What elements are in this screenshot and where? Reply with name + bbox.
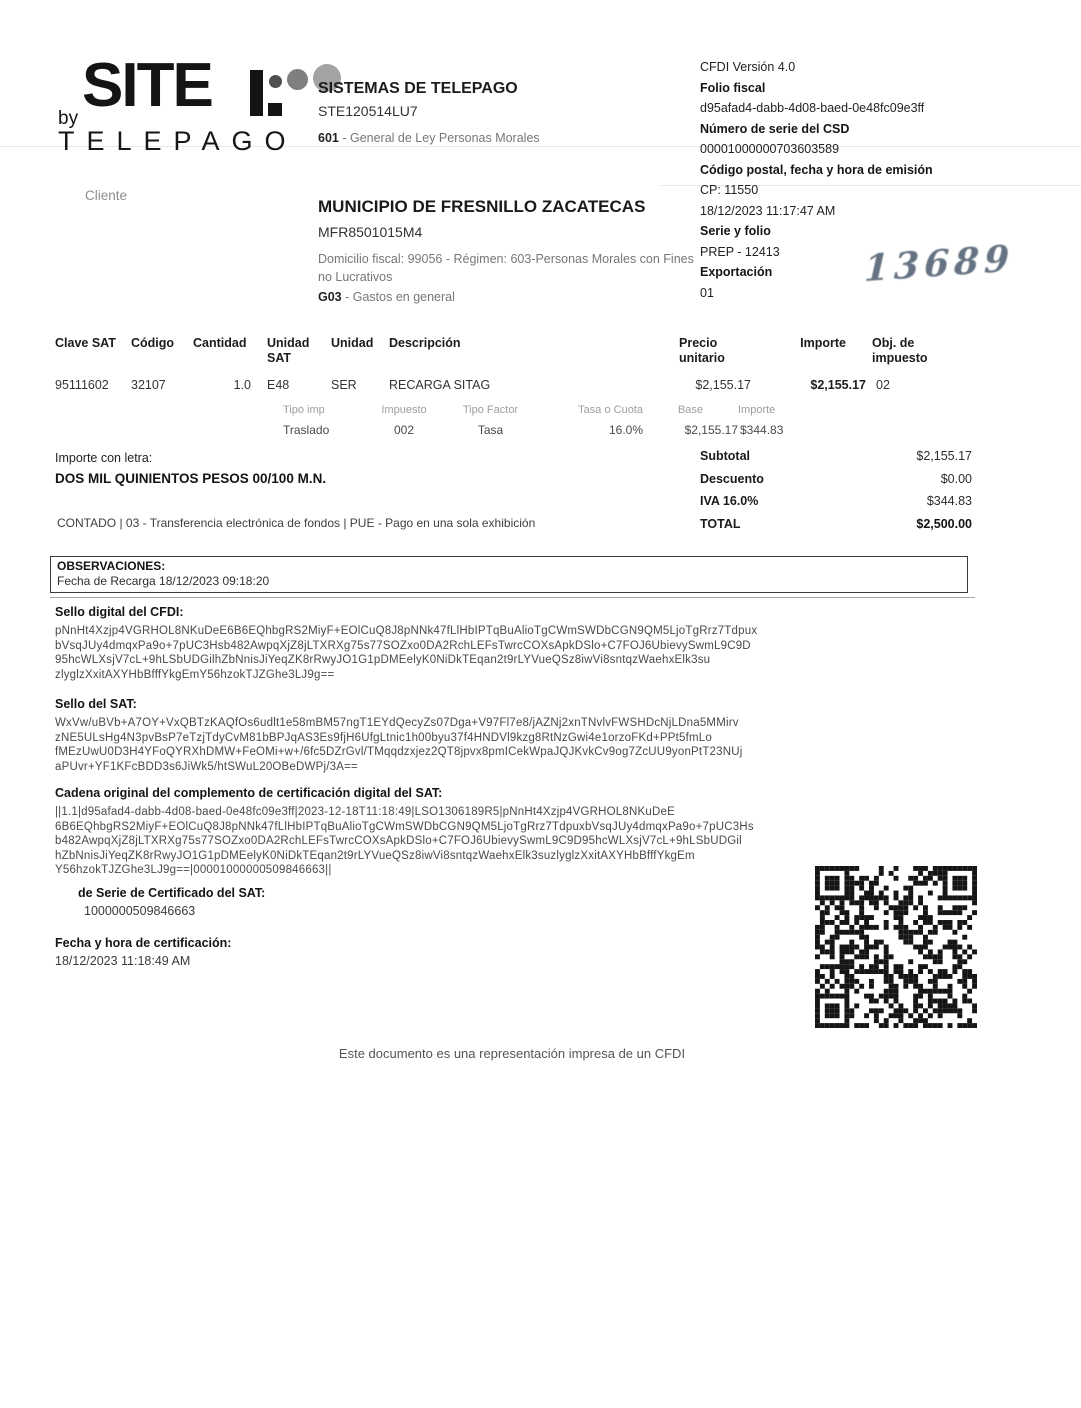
client-name: MUNICIPIO DE FRESNILLO ZACATECAS bbox=[318, 197, 646, 216]
seal-line: 6B6EQhbgRS2MiyF+EOlCuQ8J8pNNk47fLlHbIPTqBuAlioTgCWmSWDbCGN9QM5LjoTgRrz7TdpuxbVsqJUy4dmqxPa9o+7pUC3Hs bbox=[55, 820, 754, 833]
col-header: Cantidad bbox=[193, 336, 247, 350]
issuer-name: SISTEMAS DE TELEPAGO bbox=[318, 80, 518, 97]
item-cantidad: 1.0 bbox=[233, 378, 251, 392]
issuer-regime-name: - General de Ley Personas Morales bbox=[338, 131, 540, 145]
cp-date-label: Código postal, fecha y hora de emisión bbox=[700, 162, 933, 177]
item-codigo: 32107 bbox=[131, 378, 166, 392]
total-row-subtotal bbox=[700, 449, 972, 472]
iva-label: IVA 16.0% bbox=[700, 494, 759, 508]
item-precio-unitario: $2,155.17 bbox=[695, 378, 751, 392]
total-row-descuento bbox=[700, 472, 972, 495]
exportacion-value: 01 bbox=[700, 285, 714, 300]
client-fiscal-address: Domicilio fiscal: 99056 - Régimen: 603-Personas Morales con Fines no Lucrativos bbox=[318, 252, 694, 284]
seal-line: hZbNnisJiYeqZK8rRwyJO1G1pDMEelyK0NiDkTEqan2t9rLYVueQSz8iwVi8sntqzWaehxElk3suzlyglzXxitAXYHbBfffYkgEm bbox=[55, 849, 695, 862]
seal-line: zNE5ULsHg4N3pvBsP7eTzjTdyCvM81bBPJqAS3Es9fjH6UfgLtnic1h00byu37f4HNDVl9kzg8RtNzGwi4e1orzoFKd+PPt5fmLo bbox=[55, 731, 712, 744]
seal-line: bVsqJUy4dmqxPa9o+7pUC3Hsb482AwpqXjZ8jLTXRXg75s77SOZxo0DA2RchLEFsTwrcCOXsApkDSlo+C7FOJ6UbievySwmL9C9D bbox=[55, 639, 751, 652]
footer-disclaimer: Este documento es una representación impresa de un CFDI bbox=[338, 1046, 686, 1061]
sello-sat-text bbox=[55, 716, 870, 774]
serie-folio-label: Serie y folio bbox=[700, 224, 771, 238]
observations-text: Fecha de Recarga 18/12/2023 09:18:20 bbox=[57, 574, 270, 588]
certification-datetime-value: 18/12/2023 11:18:49 AM bbox=[55, 954, 191, 968]
seal-line: b482AwpqXjZ8jLTXRXg75s77SOZxo0DA2RchLEFsTwrcCOXsApkDSlo+C7FOJ6UbievySwmL9C9D95hcWLXsjV7cL+9hLSbUDGil bbox=[55, 835, 742, 847]
tax-importe: $344.83 bbox=[740, 423, 784, 437]
seal-line: ||1.1|d95afad4-dabb-4d08-baed-0e48fc09e3ff|2023-12-18T11:18:49|LSO1306189R5|pNnHt4Xzjp4VGRHOL8NKuDeE bbox=[55, 806, 675, 818]
qr-code bbox=[815, 866, 977, 1028]
seal-line: pNnHt4Xzjp4VGRHOL8NKuDeE6B6EQhbgRS2MiyF+EOlCuQ8J8pNNk47fLlHbIPTqBuAlioTgCWmSWDbCGN9QM5LjoTgRrz7Tdpux bbox=[55, 625, 758, 637]
seal-line: 95hcWLXsjV7cL+9hLSbUDGilhZbNnisJiYeqZK8rRwyJO1G1pDMEelyK0NiDkTEqan2t9rLYVueQSz8iwVi8sntqzWaehxElk3su bbox=[55, 654, 711, 666]
total-row-total bbox=[700, 517, 972, 540]
emission-datetime: 18/12/2023 11:17:47 AM bbox=[700, 203, 836, 218]
sello-sat-title: Sello del SAT: bbox=[55, 697, 137, 711]
tax-header-row bbox=[283, 404, 823, 416]
inked-stamp-number: 13689 bbox=[863, 237, 1015, 291]
logo-sitel-text: SITE bbox=[82, 51, 212, 120]
logo-l-foot bbox=[268, 103, 282, 116]
logo-by-text: by bbox=[58, 108, 79, 129]
client-cfdi-use bbox=[318, 290, 455, 304]
items-table-header-row bbox=[55, 336, 990, 366]
descuento-label: Descuento bbox=[700, 471, 764, 486]
tax-tipo: Traslado bbox=[283, 423, 330, 437]
seal-line: WxVw/uBVb+A7OY+VxQBTzKAQfOs6udlt1e58mBM57ngT1EYdQecyZs07Dga+V97Fl7e8/jAZNj2xnTNvlvFWSHDcNjLDna5MMirv bbox=[55, 717, 739, 729]
item-row bbox=[55, 378, 990, 392]
cfdi-use-name: - Gastos en general bbox=[341, 290, 455, 304]
subtotal-label: Subtotal bbox=[700, 449, 750, 463]
col-header: Unidad SAT bbox=[267, 336, 310, 365]
payment-method-line: CONTADO | 03 - Transferencia electrónica de fondos | PUE - Pago en una sola exhibición bbox=[57, 516, 536, 530]
folio-fiscal-value: d95afad4-dabb-4d08-baed-0e48fc09e3ff bbox=[700, 101, 925, 115]
certification-datetime-title: Fecha y hora de certificación: bbox=[55, 936, 232, 950]
item-descripcion: RECARGA SITAG bbox=[389, 378, 491, 392]
amount-in-words: DOS MIL QUINIENTOS PESOS 00/100 M.N. bbox=[55, 471, 327, 486]
client-rfc: MFR8501015M4 bbox=[318, 224, 423, 240]
item-unidad-sat: E48 bbox=[267, 378, 290, 392]
sello-cfdi-text bbox=[55, 624, 870, 682]
postal-code-value: CP: 11550 bbox=[700, 183, 759, 197]
seal-line: aPUvr+YF1KFcBDD3s6JiWk5/htSWuL20OBeDWPj/3A== bbox=[55, 760, 358, 773]
seal-line: zlyglzXxitAXYHbBfffYkgEmY56hzokTJZGhe3LJ9g== bbox=[55, 668, 335, 681]
amount-in-words-label: Importe con letra: bbox=[55, 451, 153, 465]
items-table bbox=[55, 336, 990, 392]
exportacion-label: Exportación bbox=[700, 265, 773, 279]
totals-block bbox=[700, 449, 972, 539]
logo-dot-icon bbox=[269, 75, 282, 88]
col-header: Importe bbox=[800, 336, 846, 350]
tax-value-row bbox=[283, 423, 823, 437]
col-header: Unidad bbox=[331, 336, 374, 350]
subtotal-value: $2,155.17 bbox=[916, 449, 972, 463]
tax-col-header: Importe bbox=[738, 404, 776, 416]
tax-impuesto: 002 bbox=[393, 423, 415, 437]
cfdi-use-code: G03 bbox=[318, 290, 342, 304]
item-importe: $2,155.17 bbox=[810, 378, 866, 392]
sello-cfdi-title: Sello digital del CFDI: bbox=[55, 605, 184, 619]
tax-col-header: Impuesto bbox=[381, 404, 427, 416]
seal-line: Y56hzokTJZGhe3LJ9g==|00001000000509846663|| bbox=[55, 864, 332, 876]
serie-folio-value: PREP - 12413 bbox=[700, 244, 780, 259]
col-header: Descripción bbox=[389, 336, 461, 350]
item-obj-impuesto: 02 bbox=[876, 378, 890, 392]
qr-code-svg bbox=[815, 866, 977, 1028]
logo-dot-icon bbox=[287, 69, 308, 90]
issuer-regime-code: 601 bbox=[318, 131, 339, 145]
tax-col-header: Tipo Factor bbox=[462, 404, 519, 416]
item-clave-sat: 95111602 bbox=[55, 378, 109, 392]
descuento-value: $0.00 bbox=[940, 471, 972, 486]
tax-tasa: 16.0% bbox=[608, 423, 643, 437]
sat-cert-serial-title: de Serie de Certificado del SAT: bbox=[78, 886, 266, 900]
tax-col-header: Base bbox=[677, 404, 704, 416]
tax-col-header: Tasa o Cuota bbox=[578, 404, 643, 416]
tax-base: $2,155.17 bbox=[684, 423, 738, 437]
col-header: Clave SAT bbox=[55, 336, 116, 350]
total-value: $2,500.00 bbox=[916, 516, 972, 531]
cfdi-version: CFDI Versión 4.0 bbox=[700, 60, 796, 74]
csd-serial-label: Número de serie del CSD bbox=[700, 121, 850, 136]
issuer-rfc: STE120514LU7 bbox=[318, 103, 418, 119]
client-section-label: Cliente bbox=[85, 188, 128, 203]
observations-underline bbox=[50, 597, 975, 598]
cadena-original-text bbox=[55, 805, 870, 878]
observations-label: OBSERVACIONES: bbox=[57, 559, 166, 573]
cadena-original-title: Cadena original del complemento de certificación digital del SAT: bbox=[55, 786, 443, 800]
issuer-tax-regime bbox=[318, 131, 540, 145]
seal-line: fMEzUwU0D3H4YFoQYRXhDMW+FeOMi+w+/6fc5DZrGvl/TMqqdzxjez2QT8jpvx8pmICekWpaJQJKvkCv9og7ZcUU9yonPtT23NUj bbox=[55, 746, 743, 758]
tax-factor: Tasa bbox=[477, 423, 504, 437]
logo-l-bar bbox=[250, 70, 263, 116]
total-row-iva bbox=[700, 494, 972, 517]
item-unidad: SER bbox=[331, 378, 357, 392]
col-header: Código bbox=[131, 336, 175, 350]
col-header: Obj. de impuesto bbox=[872, 336, 928, 365]
logo-telepago-text: TELEPAGO bbox=[58, 126, 298, 156]
csd-serial-value: 00001000000703603589 bbox=[700, 142, 840, 156]
folio-fiscal-label: Folio fiscal bbox=[700, 80, 766, 95]
tax-col-header: Tipo imp bbox=[283, 404, 325, 416]
observations-box bbox=[50, 556, 968, 593]
col-header: Precio unitario bbox=[679, 336, 725, 365]
iva-value: $344.83 bbox=[926, 494, 972, 508]
tax-subtable bbox=[283, 404, 823, 437]
sat-cert-serial-value: 1000000509846663 bbox=[84, 904, 196, 918]
total-label: TOTAL bbox=[700, 516, 741, 531]
